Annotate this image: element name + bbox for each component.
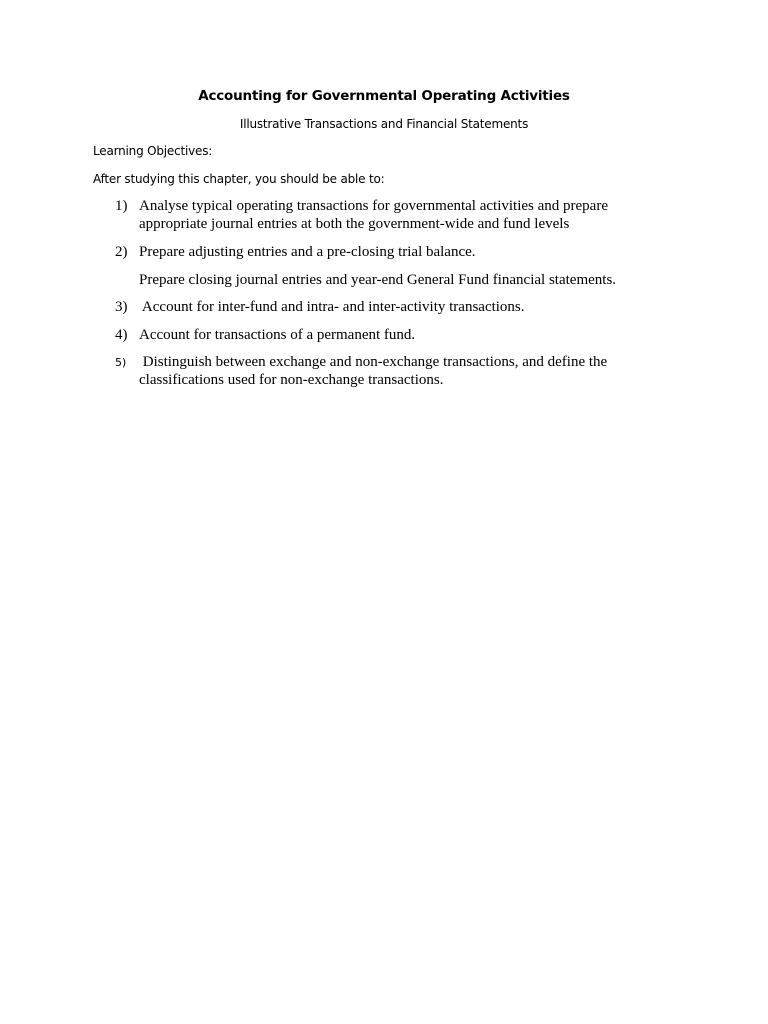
- objective-item: [115, 326, 675, 344]
- objective-item: [115, 298, 675, 316]
- objective-item: [115, 197, 675, 233]
- objective-number: 5): [115, 356, 127, 369]
- objective-text: Prepare closing journal entries and year-end General Fund financial statements.: [139, 272, 617, 288]
- intro-text: After studying this chapter, you should be able to:: [93, 172, 385, 186]
- objective-item: [115, 243, 675, 261]
- objective-number: 1): [115, 198, 128, 214]
- document-subtitle: Illustrative Transactions and Financial Statements: [239, 117, 529, 131]
- objective-text: Prepare adjusting entries and a pre-closing trial balance.: [139, 244, 476, 260]
- objective-text: Account for transactions of a permanent fund.: [139, 327, 416, 343]
- objective-item: [115, 353, 675, 389]
- learning-objectives-label: Learning Objectives:: [93, 144, 213, 158]
- objective-text: Account for inter-fund and intra- and inter-activity transactions.: [139, 299, 525, 315]
- objective-number: 4): [115, 327, 128, 343]
- objective-text: Distinguish between exchange and non-exchange transactions, and define the classifications used for non-exchange transactions.: [139, 354, 611, 388]
- objective-number: 2): [115, 244, 128, 260]
- objective-text: Analyse typical operating transactions for governmental activities and prepare appropriate journal entries at both the government-wide and fund levels: [139, 198, 608, 232]
- objective-number: 3): [115, 299, 128, 315]
- objective-item: [115, 271, 675, 289]
- document-title: Accounting for Governmental Operating Activities: [198, 88, 570, 104]
